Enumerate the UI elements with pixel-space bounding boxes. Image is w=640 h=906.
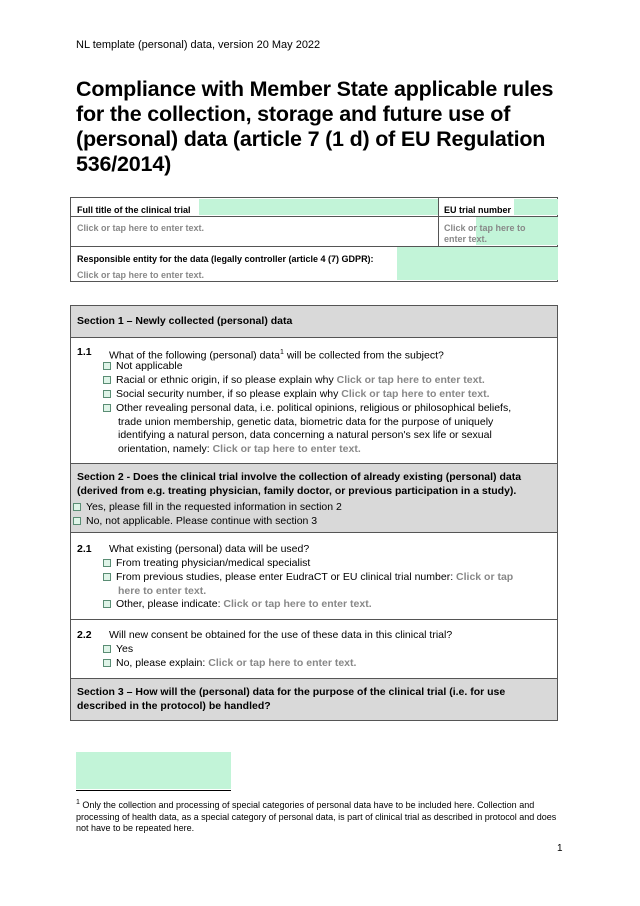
question-text: What of the following (personal) data$^1$ will be collected from the subject? xyxy=(109,349,444,362)
trial-info-table xyxy=(70,197,558,282)
checkbox-icon[interactable] xyxy=(103,362,111,370)
checkbox-icon[interactable] xyxy=(103,404,111,412)
highlight-block xyxy=(76,752,231,789)
section-1-heading: Section 1 – Newly collected (personal) data xyxy=(71,306,557,337)
full-title-label: Full title of the clinical trial xyxy=(77,205,191,215)
checkbox-icon[interactable] xyxy=(103,659,111,667)
document-header: NL template (personal) data, version 20 May 2022 xyxy=(76,39,321,51)
footnote: $^1$ Only the collection and processing of special categories of personal data have to be included here. Collection and processing of health data, as a special category of personal data, is part of clinical trial as described in protocol and does not have to be repeated here. xyxy=(76,799,557,833)
option-treating-physician[interactable]: From treating physician/medical specialist xyxy=(103,557,543,571)
option-other-source[interactable]: Other, please indicate: Click or tap here to enter text. xyxy=(103,598,543,612)
checkbox-icon[interactable] xyxy=(103,600,111,608)
checkbox-icon[interactable] xyxy=(73,503,81,511)
footnote-separator xyxy=(76,790,231,791)
checkbox-icon[interactable] xyxy=(103,390,111,398)
responsible-entity-label: Responsible entity for the data (legally controller (article 4 (7) GDPR): xyxy=(77,254,374,264)
checkbox-icon[interactable] xyxy=(103,573,111,581)
consent-explain-input[interactable]: Click or tap here to enter text. xyxy=(208,657,357,669)
option-consent-no[interactable]: No, please explain: Click or tap here to enter text. xyxy=(103,657,543,671)
eu-trial-number-label: EU trial number xyxy=(444,205,512,215)
sections-box: Section 1 – Newly collected (personal) data 1.1 What of the following (personal) data$^1$ will be collected from the subject? Not applicable Racial or ethnic origin, if so please explain why Click or tap here to enter text. Social security number, if so please explain why Click or tap here to enter text. Other revealing personal data, i.e. political opinions, religious or philosophical beliefs, trade union membership, genetic data, biometric data for the purpose of uniquely identifying a natural person, data concerning a natural person's sex life or sexual orientation, namely: Click or tap here to enter text. Section 2 - Does the clinical trial involve the collection of already existing (personal) data (derived from e.g. treating physician, family doctor, or previous participation in a study). Yes, please fill in the requested information in section 2 No, not applicable. Please continue with section 3 2.1 What existing (personal) data will be used? From treating physician/medical specialist From previous studies, please enter EudraCT or EU clinical trial number: Click or tap here to enter text. Other, please indicate: Click or tap here to enter text. 2.2 Will new consent be obtained for the use of these data in this clinical trial? Yes No, please explain: Click or tap here to enter text. Section 3 – How will the (personal) data for the purpose of the clinical trial (i.e. for use described in the protocol) be handled? xyxy=(70,305,558,721)
page-title: Compliance with Member State applicable rules for the collection, storage and future use of (personal) data (article 7 (1 d) of EU Regulation 536/2014) xyxy=(76,77,554,176)
option-consent-yes[interactable]: Yes xyxy=(103,643,543,657)
footnote-ref: 1 xyxy=(280,349,284,356)
responsible-entity-input[interactable]: Click or tap here to enter text. xyxy=(77,270,205,280)
racial-origin-input[interactable]: Click or tap here to enter text. xyxy=(336,374,485,386)
section-3-heading: Section 3 – How will the (personal) data for the purpose of the clinical trial (i.e. for use described in the protocol) be handled? xyxy=(71,679,557,720)
checkbox-icon[interactable] xyxy=(103,376,111,384)
page-number: 1 xyxy=(557,843,563,854)
checkbox-icon[interactable] xyxy=(73,517,81,525)
option-other-personal-data[interactable]: Other revealing personal data, i.e. political opinions, religious or philosophical beliefs, trade union membership, genetic data, biometric data for the purpose of uniquely identifying a natural person, data concerning a natural person's sex life or sexual orientation, namely: Click or tap here to enter text. xyxy=(103,402,548,456)
eu-trial-number-input[interactable]: Click or tap here to enter text. xyxy=(444,223,526,244)
trial-number-input[interactable]: Click or tap xyxy=(456,571,514,583)
other-source-input[interactable]: Click or tap here to enter text. xyxy=(223,598,372,610)
highlight-block xyxy=(514,199,558,215)
section-2-heading: Section 2 - Does the clinical trial involve the collection of already existing (personal) data (derived from e.g. treating physician, family doctor, or previous participation in a study). Yes, please fill in the requested information in section 2 No, not applicable. Please continue with section 3 xyxy=(71,464,557,532)
social-security-input[interactable]: Click or tap here to enter text. xyxy=(341,388,490,400)
option-section2-no[interactable]: No, not applicable. Please continue with section 3 xyxy=(73,515,551,529)
checkbox-icon[interactable] xyxy=(103,645,111,653)
highlight-block xyxy=(199,199,439,215)
highlight-block xyxy=(397,247,558,280)
option-previous-studies[interactable]: From previous studies, please enter EudraCT or EU clinical trial number: Click or tap here to enter text. xyxy=(103,571,558,598)
option-not-applicable[interactable]: Not applicable xyxy=(103,360,543,374)
option-social-security[interactable]: Social security number, if so please explain why Click or tap here to enter text. xyxy=(103,388,543,402)
option-racial-origin[interactable]: Racial or ethnic origin, if so please explain why Click or tap here to enter text. xyxy=(103,374,543,388)
checkbox-icon[interactable] xyxy=(103,559,111,567)
option-section2-yes[interactable]: Yes, please fill in the requested information in section 2 xyxy=(73,501,551,515)
other-data-input[interactable]: Click or tap here to enter text. xyxy=(212,442,361,455)
full-title-input[interactable]: Click or tap here to enter text. xyxy=(77,223,205,233)
